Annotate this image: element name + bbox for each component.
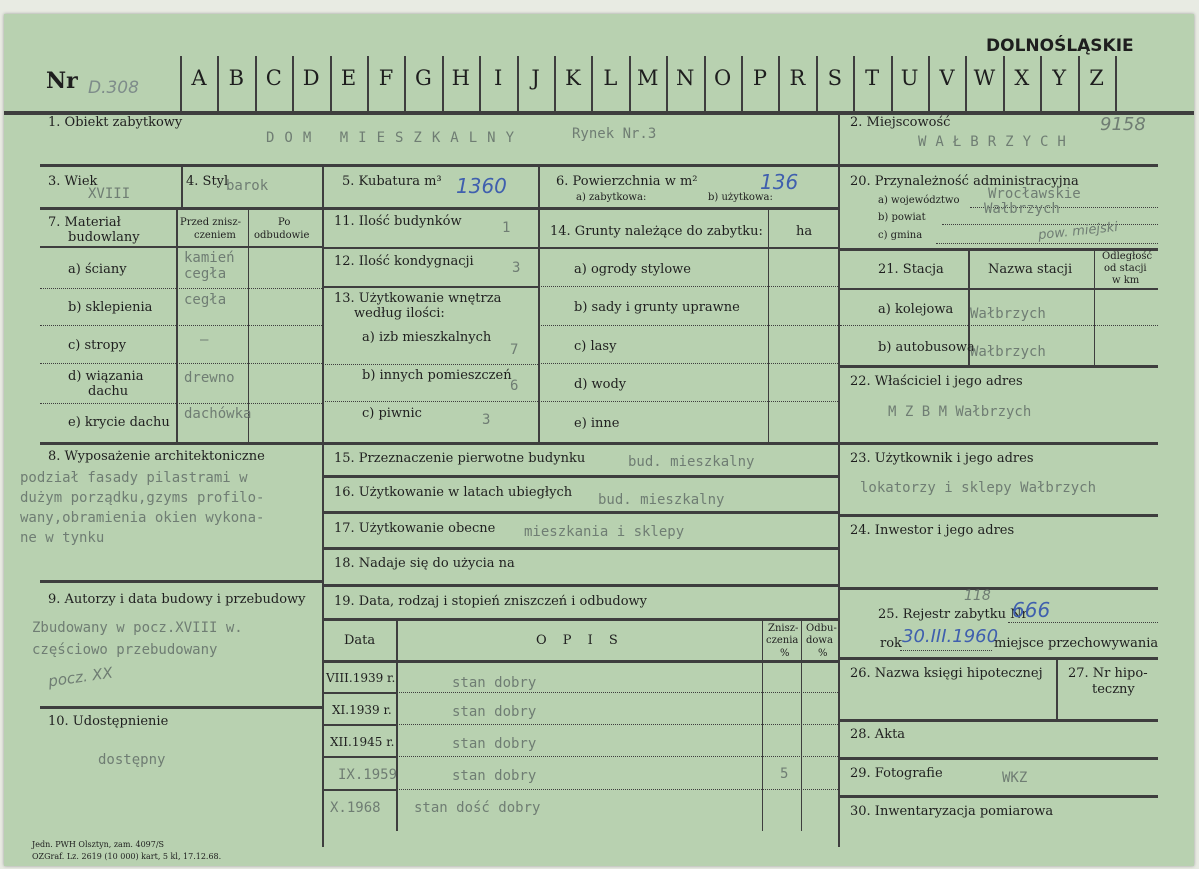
- record-card: [4, 14, 1194, 866]
- field-26-label: 26. Nazwa księgi hipotecznej: [850, 666, 1043, 681]
- field-8-line: dużym porządku,gzyms profilo-: [20, 490, 265, 506]
- field-8-line: wany,obramienia okien wykona-: [20, 510, 265, 526]
- field-7-row-value: kamień: [184, 250, 235, 266]
- index-letter-l: L: [603, 66, 618, 90]
- index-letter-f: F: [378, 66, 394, 90]
- footer-line-1: Jedn. PWH Olsztyn, zam. 4097/S: [32, 840, 165, 849]
- field-2-label: 2. Miejscowość: [850, 115, 951, 130]
- field-19-row-desc: stan dobry: [452, 768, 537, 784]
- field-21-col-dist-2: od stacji: [1104, 263, 1147, 274]
- index-letter-g: G: [415, 66, 432, 90]
- field-8-line: ne w tynku: [20, 530, 105, 546]
- field-29-value: WKZ: [1002, 770, 1028, 786]
- field-6-sub-a: a) zabytkowa:: [576, 192, 647, 203]
- field-5-label: 5. Kubatura m³: [342, 174, 442, 189]
- field-7-row-value: –: [200, 332, 209, 348]
- field-10-value: dostępny: [98, 752, 166, 768]
- field-1-value2: Rynek Nr.3: [572, 126, 657, 142]
- field-20-a-label: a) województwo: [878, 195, 960, 206]
- field-20-label: 20. Przynależność administracyjna: [850, 174, 1079, 189]
- field-19-row-date: XII.1945 r.: [330, 735, 395, 749]
- field-7-row-label: d) wiązania: [68, 369, 144, 384]
- field-25-label: 25. Rejestr zabytku Nr: [878, 607, 1028, 622]
- index-letter-n: N: [676, 66, 695, 90]
- field-19-row-desc: stan dobry: [452, 704, 537, 720]
- field-19-row-date: X.1968: [330, 800, 381, 816]
- field-21-col-dist-3: w km: [1112, 275, 1140, 286]
- field-19-row-desc: stan dość dobry: [414, 800, 541, 816]
- index-letter-i: I: [494, 66, 503, 90]
- field-19-label: 19. Data, rodzaj i stopień zniszczeń i odbudowy: [334, 594, 648, 609]
- field-21-col-name: Nazwa stacji: [988, 262, 1073, 277]
- field-7-col-before-1: Przed znisz-: [180, 217, 241, 228]
- field-19-col-dmg-3: %: [780, 648, 790, 659]
- field-21-a-label: a) kolejowa: [878, 302, 954, 317]
- field-19-col-reb-2: dowa: [806, 635, 833, 646]
- field-21-b-label: b) autobusowa: [878, 340, 975, 355]
- field-20-b-label: b) powiat: [878, 212, 926, 223]
- nr-value: D.308: [88, 78, 139, 98]
- index-letter-t: T: [865, 66, 880, 90]
- field-17-value: mieszkania i sklepy: [524, 524, 685, 540]
- field-19-col-reb-3: %: [818, 648, 828, 659]
- field-25-reg-old: 118: [964, 588, 991, 604]
- field-19-col-desc: O P I S: [536, 633, 624, 648]
- field-21-b-value: Wałbrzych: [970, 344, 1046, 360]
- field-20-a-value: Wrocławskie: [988, 186, 1081, 202]
- field-25-reg-value: 666: [1012, 598, 1051, 622]
- field-15-value: bud. mieszkalny: [628, 454, 755, 470]
- field-19-row-date: VIII.1939 r.: [326, 671, 396, 685]
- field-4-value: barok: [226, 178, 269, 194]
- field-5-value: 1360: [456, 174, 507, 198]
- index-letter-e: E: [340, 66, 357, 90]
- field-22-value: M Z B M Wałbrzych: [888, 404, 1032, 420]
- index-letter-v: V: [939, 66, 955, 90]
- field-7-label-1: 7. Materiał: [48, 215, 121, 230]
- field-7-row-value: dachówka: [184, 406, 252, 422]
- field-14-row: a) ogrody stylowe: [574, 262, 691, 277]
- field-19-row-dmg: 5: [780, 766, 789, 782]
- field-7-row-label: c) stropy: [68, 338, 127, 353]
- field-18-label: 18. Nadaje się do użycia na: [334, 556, 515, 571]
- field-7-col-after-1: Po: [278, 217, 291, 228]
- field-9-line: częściowo przebudowany: [32, 642, 218, 658]
- field-1-value: DOM MIESZKALNY: [266, 130, 525, 146]
- field-29-label: 29. Fotografie: [850, 766, 943, 781]
- field-7-row-value: cegła: [184, 292, 227, 308]
- field-9-note: pocz. XX: [47, 663, 114, 691]
- field-2-value: WAŁBRZYCH: [918, 134, 1075, 150]
- field-13-row-label: b) innych pomieszczeń: [362, 368, 512, 383]
- field-7-col-after-2: odbudowie: [254, 230, 310, 241]
- field-14-label: 14. Grunty należące do zabytku:: [550, 224, 763, 239]
- index-letter-j: J: [531, 66, 540, 90]
- nr-label: Nr: [46, 68, 78, 94]
- field-25-year-label: rok: [880, 636, 902, 651]
- region-stamp: DOLNOŚLĄSKIE: [986, 36, 1134, 56]
- index-letter-a: A: [191, 66, 207, 90]
- field-19-col-date: Data: [344, 633, 376, 648]
- field-6-value: 136: [760, 170, 799, 194]
- field-25-year-value: 30.III.1960: [902, 626, 999, 647]
- field-19-row-desc: stan dobry: [452, 675, 537, 691]
- field-14-row: c) lasy: [574, 339, 617, 354]
- field-7-row-value-2: cegła: [184, 266, 227, 282]
- field-6-sub-b: b) użytkowa:: [708, 192, 773, 203]
- field-14-row: d) wody: [574, 377, 627, 392]
- field-9-line: Zbudowany w pocz.XVIII w.: [32, 620, 243, 636]
- field-4-label: 4. Styl: [186, 174, 229, 189]
- field-21-label: 21. Stacja: [878, 262, 944, 277]
- field-21-a-value: Wałbrzych: [970, 306, 1046, 322]
- field-20-c-label: c) gmina: [878, 230, 923, 241]
- field-3-value: XVIII: [88, 186, 131, 202]
- field-14-row: e) inne: [574, 416, 620, 431]
- index-letter-o: O: [713, 66, 732, 90]
- index-letter-c: C: [265, 66, 282, 90]
- field-19-row-date: XI.1939 r.: [332, 703, 392, 717]
- field-24-label: 24. Inwestor i jego adres: [850, 523, 1015, 538]
- field-12-value: 3: [512, 260, 521, 276]
- field-22-label: 22. Właściciel i jego adres: [850, 374, 1023, 389]
- field-20-c-value: pow. miejski: [1037, 219, 1119, 244]
- field-19-col-dmg-1: Znisz-: [768, 623, 799, 634]
- field-13-row-value: 3: [482, 412, 491, 428]
- field-21-col-dist-1: Odległość: [1102, 251, 1153, 262]
- footer-line-2: OZGraf. Lz. 2619 (10 000) kart, 5 kl, 17.12.68.: [32, 852, 222, 861]
- index-letter-x: X: [1014, 66, 1030, 90]
- field-7-row-label: b) sklepienia: [68, 300, 153, 315]
- index-letter-b: B: [228, 66, 245, 90]
- field-27-label-2: teczny: [1092, 682, 1135, 697]
- field-28-label: 28. Akta: [850, 727, 906, 742]
- field-27-label-1: 27. Nr hipo-: [1068, 666, 1148, 681]
- field-13-row-label: c) piwnic: [362, 406, 422, 421]
- field-11-value: 1: [502, 220, 511, 236]
- field-23-value: lokatorzy i sklepy Wałbrzych: [860, 480, 1097, 496]
- field-13-row-label: a) izb mieszkalnych: [362, 330, 492, 345]
- field-13-label-1: 13. Użytkowanie wnętrza: [334, 291, 502, 306]
- field-17-label: 17. Użytkowanie obecne: [334, 521, 496, 536]
- field-11-label: 11. Ilość budynków: [334, 214, 462, 229]
- index-letter-z: Z: [1089, 66, 1104, 90]
- field-14-row: b) sady i grunty uprawne: [574, 300, 740, 315]
- field-8-line: podział fasady pilastrami w: [20, 470, 248, 486]
- field-8-label: 8. Wyposażenie architektoniczne: [48, 449, 265, 464]
- index-letter-k: K: [565, 66, 581, 90]
- field-15-label: 15. Przeznaczenie pierwotne budynku: [334, 451, 586, 466]
- field-2-code: 9158: [1100, 114, 1146, 135]
- field-3-label: 3. Wiek: [48, 174, 98, 189]
- field-13-row-value: 6: [510, 378, 519, 394]
- field-13-row-value: 7: [510, 342, 519, 358]
- index-letter-s: S: [827, 66, 842, 90]
- field-7-row-value: drewno: [184, 370, 235, 386]
- field-20-b-value: Wałbrzych: [984, 201, 1060, 217]
- field-12-label: 12. Ilość kondygnacji: [334, 254, 474, 269]
- index-letter-w: W: [973, 66, 996, 90]
- field-6-label: 6. Powierzchnia w m²: [556, 174, 698, 189]
- index-letter-p: P: [752, 66, 768, 90]
- index-letter-u: U: [900, 66, 919, 90]
- field-1-label: 1. Obiekt zabytkowy: [48, 115, 183, 130]
- field-7-label-2: budowlany: [68, 230, 140, 245]
- field-7-row-label-2: dachu: [88, 384, 129, 399]
- index-letter-m: M: [637, 66, 659, 90]
- field-19-row-date: IX.1959: [338, 767, 398, 783]
- index-letter-r: R: [789, 66, 806, 90]
- field-13-label-2: według ilości:: [354, 306, 445, 321]
- field-16-label: 16. Użytkowanie w latach ubiegłych: [334, 485, 573, 500]
- field-9-label: 9. Autorzy i data budowy i przebudowy: [48, 592, 306, 607]
- field-10-label: 10. Udostępnienie: [48, 714, 169, 729]
- field-30-label: 30. Inwentaryzacja pomiarowa: [850, 804, 1054, 819]
- field-25-place-label: miejsce przechowywania: [994, 636, 1159, 651]
- index-letter-h: H: [451, 66, 470, 90]
- field-19-col-reb-1: Odbu-: [806, 623, 837, 634]
- field-14-unit: ha: [796, 224, 813, 239]
- index-letter-y: Y: [1052, 66, 1067, 90]
- field-7-row-label: a) ściany: [68, 262, 127, 277]
- field-23-label: 23. Użytkownik i jego adres: [850, 451, 1034, 466]
- field-7-row-label: e) krycie dachu: [68, 415, 170, 430]
- field-7-col-before-2: czeniem: [194, 230, 236, 241]
- field-19-row-desc: stan dobry: [452, 736, 537, 752]
- field-19-col-dmg-2: czenia: [766, 635, 799, 646]
- index-letter-d: D: [302, 66, 320, 90]
- field-16-value: bud. mieszkalny: [598, 492, 725, 508]
